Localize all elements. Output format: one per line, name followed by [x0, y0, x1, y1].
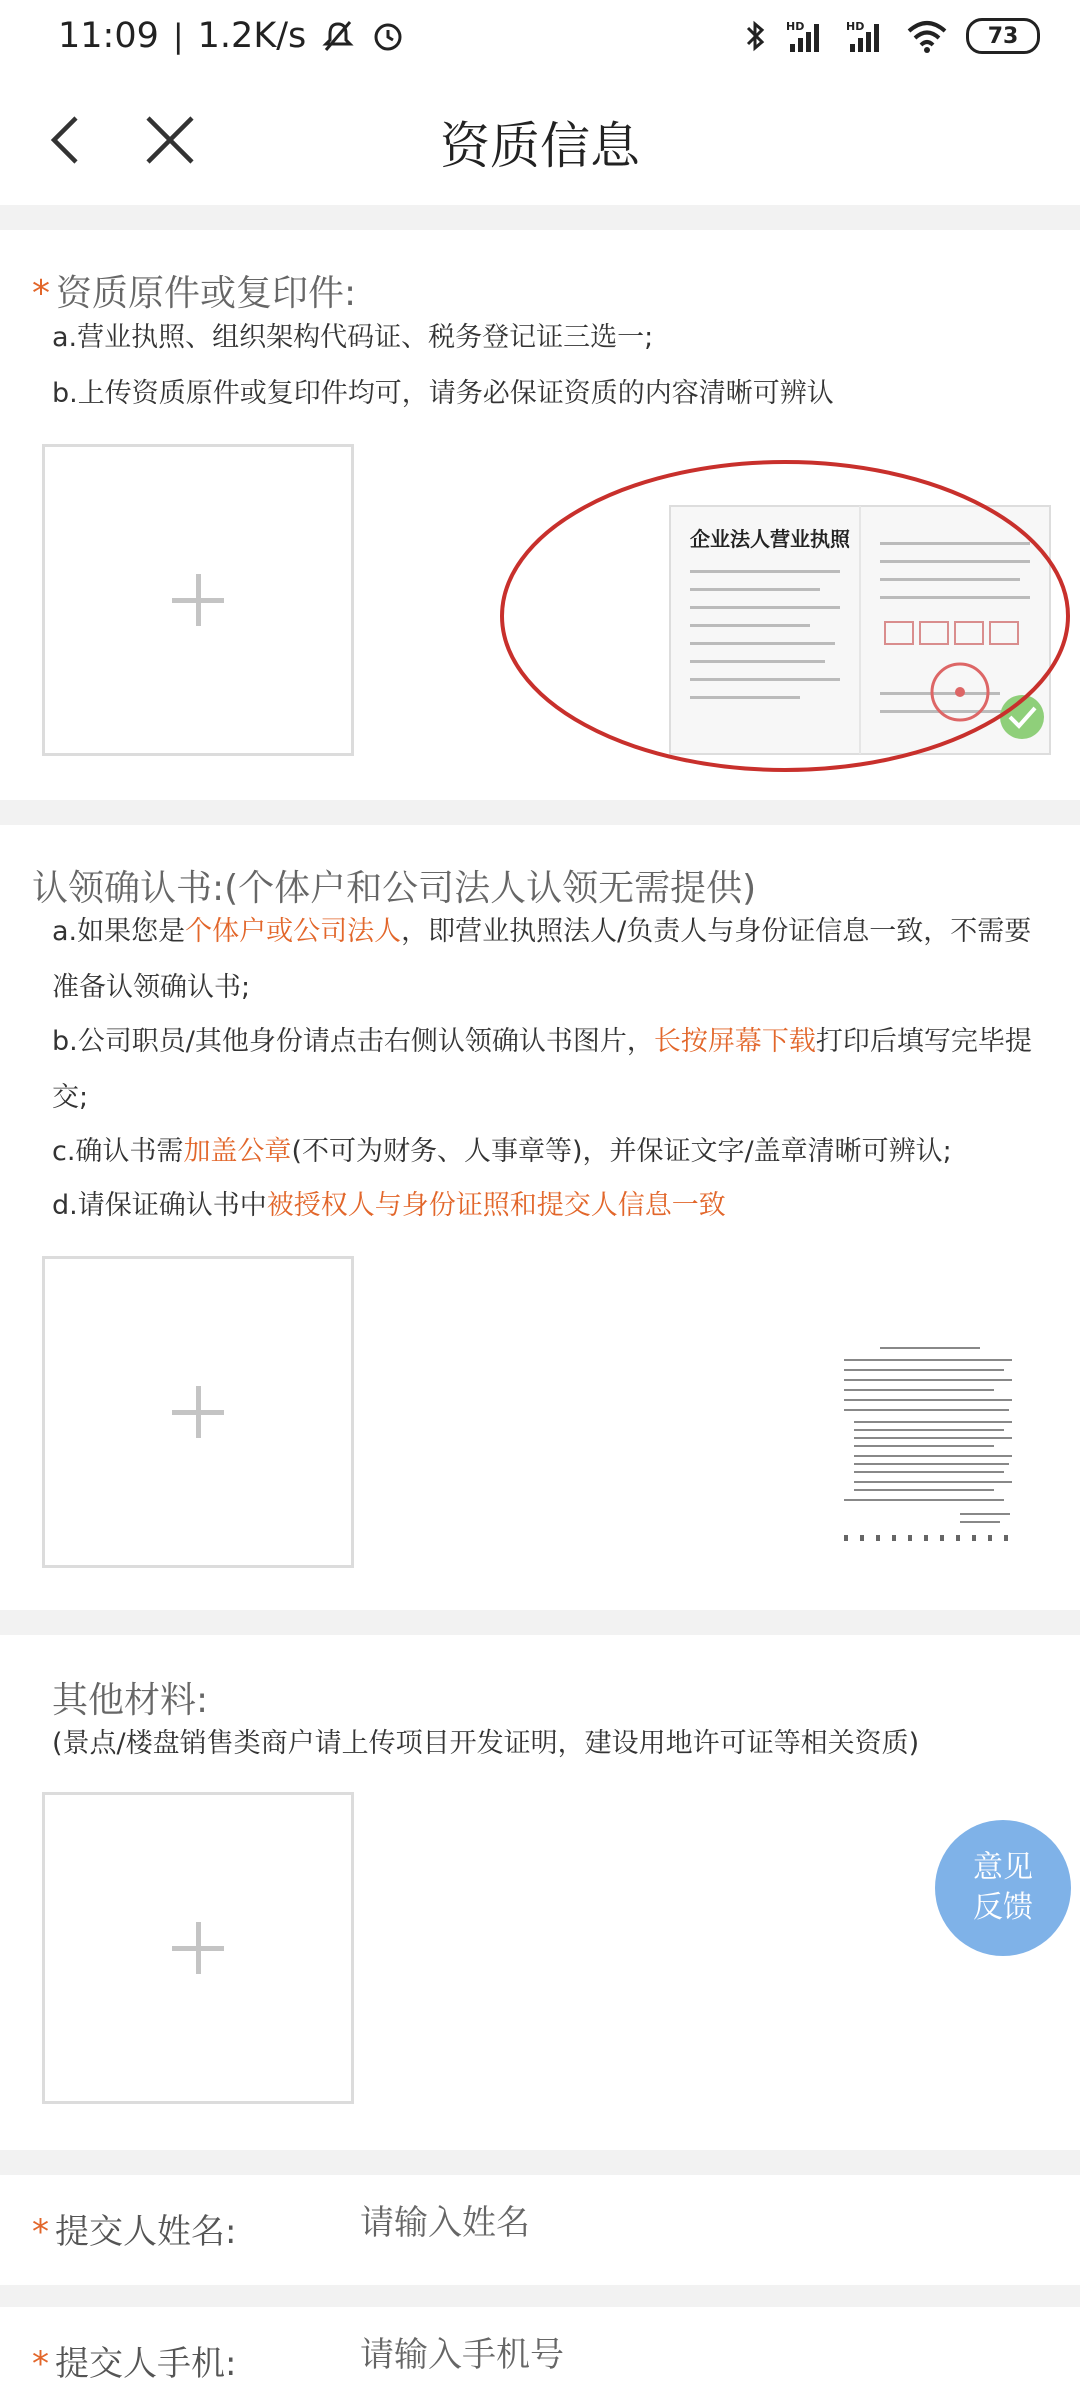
claim-line-c: [52, 1124, 952, 1180]
other-note: (景点/楼盘销售类商户请上传项目开发证明，建设用地许可证等相关资质): [52, 1728, 920, 1759]
status-speed: 1.2K/s: [197, 16, 307, 56]
status-bar: [0, 0, 1080, 80]
claim-line-a-pre: a.如果您是: [52, 916, 186, 947]
phone-label: [32, 2336, 236, 2385]
name-label-text: 提交人姓名:: [55, 2212, 237, 2252]
battery-level: 73: [987, 23, 1019, 49]
claim-line-c-post: (不可为财务、人事章等)，并保证文字/盖章清晰可辨认;: [291, 1136, 952, 1167]
claim-line-d: [52, 1178, 726, 1234]
claim-line-b-cont: 交;: [52, 1082, 89, 1113]
status-time: 11:09: [58, 16, 159, 56]
other-upload-button[interactable]: [42, 1792, 354, 2104]
feedback-line2: 反馈: [973, 1890, 1033, 1925]
mute-icon: [320, 18, 356, 54]
claim-line-c-highlight: 加盖公章: [183, 1136, 292, 1167]
status-sep: |: [172, 17, 184, 55]
required-mark: *: [32, 2344, 49, 2384]
claim-line-a-cont: 准备认领确认书;: [52, 972, 251, 1003]
claim-line-b-pre: b.公司职员/其他身份请点击右侧认领确认书图片，: [52, 1026, 654, 1057]
claim-line-b-post: 打印后填写完毕提: [815, 1026, 1032, 1057]
claim-line-c-pre: c.确认书需: [52, 1136, 184, 1167]
license-line-a: a.营业执照、组织架构代码证、税务登记证三选一;: [52, 322, 654, 353]
license-heading: [32, 265, 356, 316]
claim-line-b-highlight: 长按屏幕下载: [653, 1026, 816, 1057]
other-heading: 其他材料:: [52, 1680, 209, 1721]
divider: [0, 2285, 1080, 2307]
feedback-button[interactable]: [935, 1820, 1071, 1956]
divider: [0, 2150, 1080, 2175]
claim-heading: 认领确认书:(个体户和公司法人认领无需提供): [32, 868, 757, 909]
phone-label-text: 提交人手机:: [55, 2344, 237, 2384]
claim-upload-button[interactable]: [42, 1256, 354, 1568]
status-left: [58, 16, 406, 56]
claim-line-d-highlight: 被授权人与身份证照和提交人信息一致: [266, 1190, 726, 1221]
divider: [0, 1610, 1080, 1635]
claim-line-a-highlight: 个体户或公司法人: [185, 916, 402, 947]
plus-icon: [172, 1922, 224, 1974]
alarm-icon: [370, 18, 406, 54]
claim-letter-sample-image[interactable]: [840, 1345, 1020, 1545]
license-upload-button[interactable]: [42, 444, 354, 756]
plus-icon: [172, 574, 224, 626]
page-title: 资质信息: [440, 117, 640, 175]
divider: [0, 205, 1080, 230]
svg-text:HD: HD: [846, 20, 865, 33]
feedback-line1: 意见: [973, 1850, 1033, 1885]
signal-hd-icon-2: [846, 18, 888, 54]
bluetooth-icon: [744, 18, 768, 54]
claim-line-b: [52, 1014, 1032, 1070]
license-sample-title: 企业法人营业执照: [690, 527, 850, 551]
svg-text:HD: HD: [786, 20, 805, 33]
wifi-icon: [906, 19, 948, 53]
required-mark: *: [32, 2212, 49, 2252]
divider: [0, 800, 1080, 825]
phone-input[interactable]: [358, 2334, 862, 2376]
claim-line-d-pre: d.请保证确认书中: [52, 1190, 267, 1221]
claim-line-a: [52, 904, 1031, 960]
claim-line-a-post: ，即营业执照法人/负责人与身份证信息一致，不需要: [401, 916, 1032, 947]
plus-icon: [172, 1386, 224, 1438]
license-sample-image[interactable]: [490, 452, 1075, 774]
nav-bar: [0, 80, 1080, 200]
status-right: [744, 18, 1040, 54]
name-input[interactable]: [358, 2202, 862, 2244]
signal-hd-icon: [786, 18, 828, 54]
license-heading-text: 资质原件或复印件:: [56, 273, 357, 314]
required-mark: *: [32, 273, 50, 314]
name-label: [32, 2204, 236, 2253]
battery-icon: [966, 18, 1040, 54]
license-line-b: b.上传资质原件或复印件均可，请务必保证资质的内容清晰可辨认: [52, 378, 834, 409]
